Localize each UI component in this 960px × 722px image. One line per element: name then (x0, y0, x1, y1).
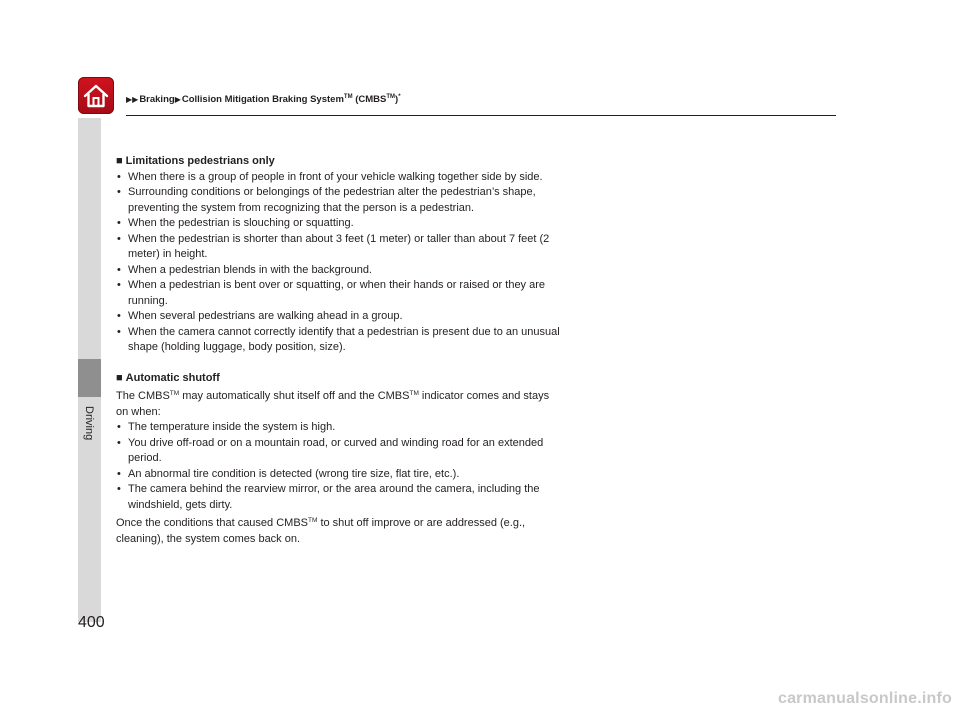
section-heading-shutoff (116, 371, 561, 387)
list-item: • When the camera cannot correctly identify that a pedestrian is present due to an unusual shape (holding luggage, body position, size). (116, 325, 561, 356)
watermark: carmanualsonline.info (777, 690, 952, 707)
section-title: Automatic shutoff (125, 371, 220, 384)
text-run: indicator comes and stays on when: (116, 390, 550, 418)
list-item: • When a pedestrian blends in with the background. (116, 263, 561, 279)
text-run: The CMBS (116, 390, 170, 402)
main-content (116, 154, 561, 547)
trademark-mark: TM (343, 94, 353, 100)
list-item: • When several pedestrians are walking ahead in a group. (116, 309, 561, 325)
sidebar-tab-driving[interactable] (78, 359, 101, 397)
breadcrumb (126, 94, 401, 105)
breadcrumb-link-braking[interactable]: Braking (139, 94, 175, 106)
list-item: • You drive off-road or on a mountain road, or curved and winding road for an extended period. (116, 436, 561, 467)
asterisk-mark: * (398, 94, 401, 100)
section-title: Limitations pedestrians only (125, 155, 275, 167)
breadcrumb-link-cmbs[interactable]: Collision Mitigation Braking System (181, 94, 344, 106)
shutoff-conditions-list (116, 420, 561, 513)
section-heading-pedestrians (116, 154, 561, 170)
breadcrumb-paren: ) (395, 94, 399, 106)
home-icon (83, 84, 109, 108)
header-divider (126, 115, 836, 116)
trademark-mark: TM (169, 390, 180, 397)
square-bullet-icon: ■ (116, 371, 123, 384)
list-item: • The temperature inside the system is high. (116, 420, 561, 436)
shutoff-intro (116, 386, 561, 420)
list-item: • When there is a group of people in front of your vehicle walking together side by side. (116, 170, 561, 186)
list-item: • When the pedestrian is shorter than about 3 feet (1 meter) or taller than about 7 feet (2 meter) in height. (116, 232, 561, 263)
home-button[interactable] (78, 77, 114, 114)
section-spacer (116, 356, 561, 371)
pedestrian-limitations-list (116, 170, 561, 356)
square-bullet-icon: ■ (116, 155, 123, 167)
text-run: Once the conditions that caused CMBS (116, 517, 308, 529)
list-item: • The camera behind the rearview mirror, or the area around the camera, including the windshield, gets dirty. (116, 482, 561, 513)
trademark-mark: TM (386, 94, 396, 100)
shutoff-outro (116, 513, 561, 547)
list-item: • When a pedestrian is bent over or squatting, or when their hands or raised or they are running. (116, 278, 561, 309)
list-item: • An abnormal tire condition is detected (wrong tire size, flat tire, etc.). (116, 467, 561, 483)
breadcrumb-arrow-icon: ▶▶ (126, 95, 139, 105)
breadcrumb-paren: (CMBS (352, 94, 387, 106)
breadcrumb-arrow-icon: ▶ (174, 95, 181, 105)
sidebar-section-label: Driving (83, 406, 95, 441)
trademark-mark: TM (308, 517, 318, 524)
text-run: to shut off improve or are addressed (e.g., cleaning), the system comes back on. (116, 517, 526, 545)
list-item: • Surrounding conditions or belongings of the pedestrian alter the pedestrian’s shape, preventing the system from recognizing that the person is a pedestrian. (116, 185, 561, 216)
text-run: may automatically shut itself off and the CMBS (179, 390, 410, 402)
page-number: 400 (78, 614, 105, 631)
list-item: • When the pedestrian is slouching or squatting. (116, 216, 561, 232)
trademark-mark: TM (409, 390, 419, 397)
